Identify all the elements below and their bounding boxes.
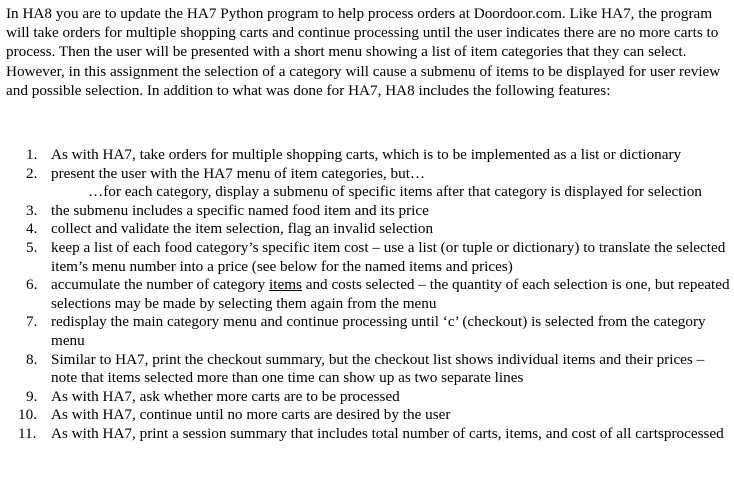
list-text [51,276,731,313]
list-item-11 [0,425,734,444]
list-number: 6. [26,276,38,294]
list-number: 9. [26,387,38,405]
list-number: 7. [26,313,38,331]
list-item-6 [0,276,734,313]
list-number: 2. [26,164,38,182]
feature-list [0,146,734,444]
list-item-1 [0,146,734,165]
list-text: keep a list of each food category’s specific item cost – use a list (or tuple or dictionary) to translate the selected item’s menu number into a price (see below for the named items and prices) [51,238,726,275]
list-number: 11. [18,424,37,442]
list-number: 10. [18,406,37,424]
list-text-part: and costs selected – the quantity of each selection is one, but repeated selections may be made by selecting them again from the menu [51,276,730,312]
list-item-8 [0,351,734,388]
list-item-10 [0,406,734,425]
list-item-4 [0,220,734,239]
list-number: 3. [26,201,38,219]
list-text: As with HA7, print a session summary that includes total number of carts, items, and cost of all cartsprocessed [51,424,724,442]
list-text: As with HA7, take orders for multiple shopping carts, which is to be implemented as a list or dictionary [51,146,682,163]
list-item-5 [0,239,734,276]
list-text: the submenu includes a specific named food item and its price [51,201,429,219]
underlined-word: items [269,276,302,294]
list-item-2 [0,165,734,184]
list-text: redisplay the main category menu and continue processing until ‘c’ (checkout) is selected from the category menu [51,313,706,349]
list-text: As with HA7, continue until no more carts are desired by the user [51,406,451,424]
list-number: 8. [26,350,38,368]
intro-paragraph: In HA8 you are to update the HA7 Python program to help process orders at Doordoor.com. Like HA7, the program will take orders for multiple shopping carts and continue processing until the user indicates there are no more carts to process. Then the user will be presented with a short menu showing a list of item categories that they can select. However, in this assignment the selection of a category will cause a submenu of items to be displayed for user review and possible selection. In addition to what was done for HA7, HA8 includes the following features: [6,5,721,99]
list-item-7 [0,313,734,350]
list-number: 1. [26,146,38,163]
sublist-text: …for each category, display a submenu of specific items after that category is displayed for selection [88,183,702,201]
list-text: present the user with the HA7 menu of item categories, but… [51,164,426,182]
list-text-part: accumulate the number of category [51,276,270,294]
list-number: 4. [26,220,38,238]
list-item-3 [0,202,734,221]
list-text: Similar to HA7, print the checkout summary, but the checkout list shows individual items and their prices – note that items selected more than one time can show up as two separate lines [51,350,705,387]
list-item-9 [0,388,734,407]
list-text: As with HA7, ask whether more carts are to be processed [51,387,400,405]
list-text: collect and validate the item selection, flag an invalid selection [51,220,434,238]
list-subitem [0,183,734,202]
list-number: 5. [26,238,38,256]
